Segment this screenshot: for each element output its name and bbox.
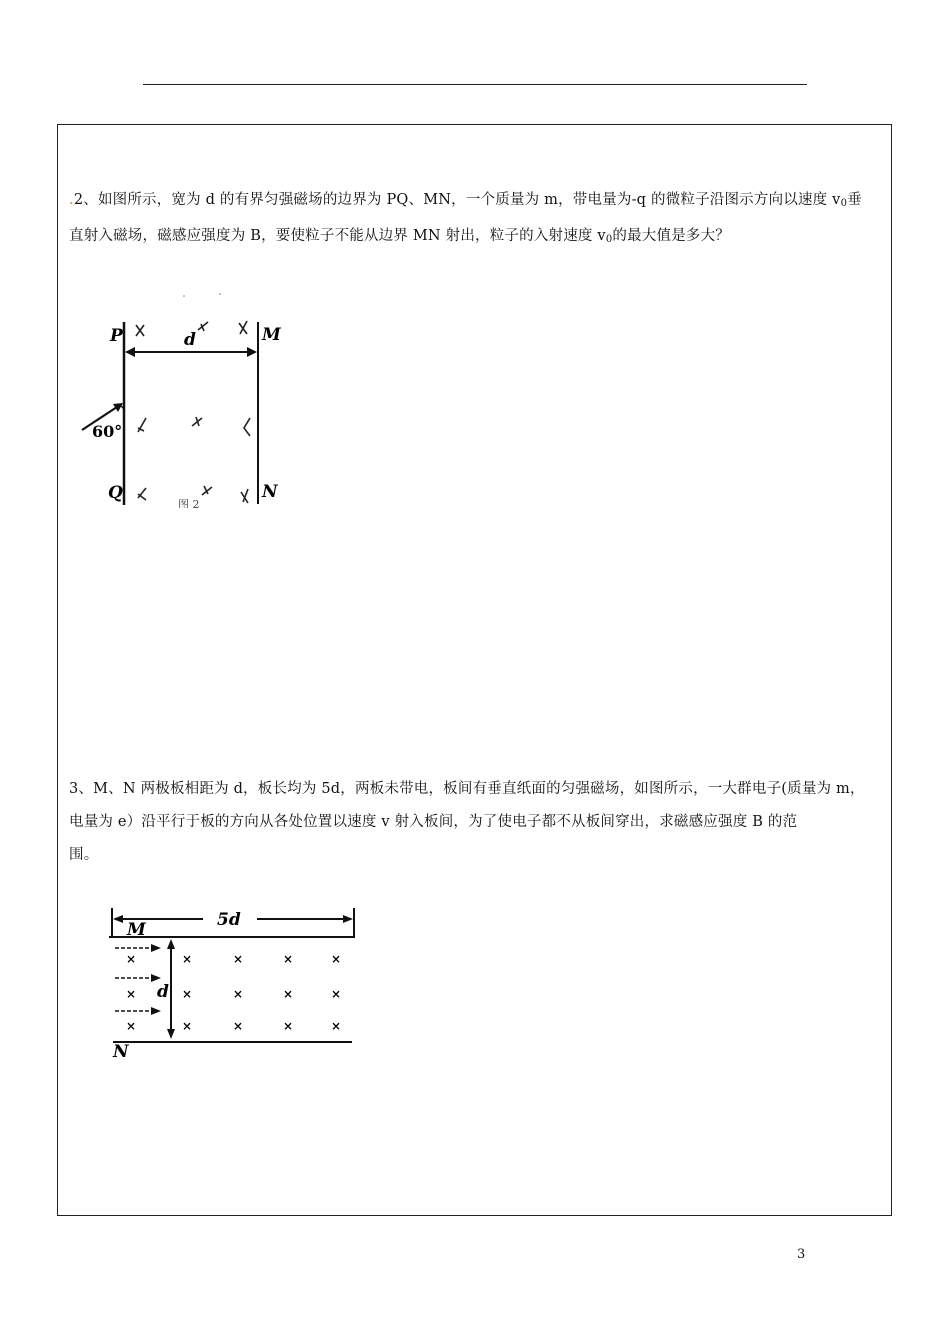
field-cross: × <box>233 987 244 1001</box>
field-cross: × <box>126 1019 137 1033</box>
arrow-head <box>151 1007 161 1015</box>
problem-3-text <box>69 773 887 872</box>
field-mark <box>198 322 208 331</box>
label-m: M <box>127 920 146 940</box>
lead-mark: . <box>69 192 74 208</box>
problem-3-line-3: 围。 <box>69 847 99 863</box>
field-mark <box>192 417 202 426</box>
arrow-head <box>151 974 161 982</box>
problem-2-line-2 <box>69 220 887 256</box>
field-cross: × <box>182 1019 193 1033</box>
problem-3-line-2: 电量为 e）沿平行于板的方向从各处位置以速度 v 射入板间，为了使电子都不从板间穿出，求磁感应强度 B 的范 <box>69 814 798 830</box>
problem-2-line-1-end: 垂 <box>847 192 862 208</box>
problem-2-line-1-text: 2、如图所示，宽为 d 的有界匀强磁场的边界为 PQ、MN，一个质量为 m，带电量为-q 的微粒子沿图示方向以速度 v <box>73 192 841 208</box>
arrow-head <box>113 915 123 923</box>
field-cross: × <box>126 952 137 966</box>
header-rule <box>143 84 807 85</box>
arrow-head <box>167 1029 175 1039</box>
caption-fragment: 图 2 <box>178 498 200 508</box>
problem-2-line-2-end: 的最大值是多大？ <box>612 228 730 244</box>
arrow-head <box>343 915 353 923</box>
field-cross: × <box>283 952 294 966</box>
field-cross: × <box>331 987 342 1001</box>
field-cross: × <box>182 952 193 966</box>
arrow-head-left <box>125 347 135 357</box>
figure-3-diagram <box>105 903 367 1060</box>
label-d: d <box>157 982 169 1002</box>
field-cross: × <box>283 987 294 1001</box>
field-cross: × <box>331 952 342 966</box>
field-mark <box>244 418 250 436</box>
scan-speck <box>183 295 185 297</box>
field-mark <box>138 418 146 432</box>
field-cross: × <box>233 952 244 966</box>
arrow-head-right <box>247 347 257 357</box>
label-m: M <box>262 325 281 345</box>
field-cross: × <box>126 987 137 1001</box>
label-angle: 60° <box>92 422 123 441</box>
problem-3-line-1: 3、M、N 两极板相距为 d，板长均为 5d，两板未带电，板间有垂直纸面的匀强磁场，如图所示，一大群电子(质量为 m， <box>69 781 865 797</box>
subscript: 0 <box>840 198 848 209</box>
field-cross: × <box>331 1019 342 1033</box>
field-cross: × <box>283 1019 294 1033</box>
field-cross: × <box>233 1019 244 1033</box>
field-mark <box>202 486 212 495</box>
field-mark <box>239 321 247 334</box>
label-length: 5d <box>217 910 241 930</box>
label-p: P <box>110 326 123 346</box>
field-mark <box>138 488 146 500</box>
label-n: N <box>113 1042 129 1060</box>
arrow-head <box>167 939 175 949</box>
page-number: 3 <box>797 1247 806 1262</box>
label-n: N <box>262 482 278 502</box>
problem-2-line-2-text: 直射入磁场，磁感应强度为 B，要使粒子不能从边界 MN 射出，粒子的入射速度 v <box>69 228 606 244</box>
label-d: d <box>184 330 196 350</box>
field-mark <box>136 325 144 336</box>
problem-2-line-1 <box>69 184 887 220</box>
field-mark <box>241 489 248 503</box>
scan-speck <box>219 293 221 295</box>
arrow-head <box>151 944 161 952</box>
field-cross: × <box>182 987 193 1001</box>
problem-2-text <box>69 184 887 256</box>
subscript: 0 <box>605 234 613 245</box>
figure-2-diagram <box>80 290 300 508</box>
label-q: Q <box>108 483 123 503</box>
